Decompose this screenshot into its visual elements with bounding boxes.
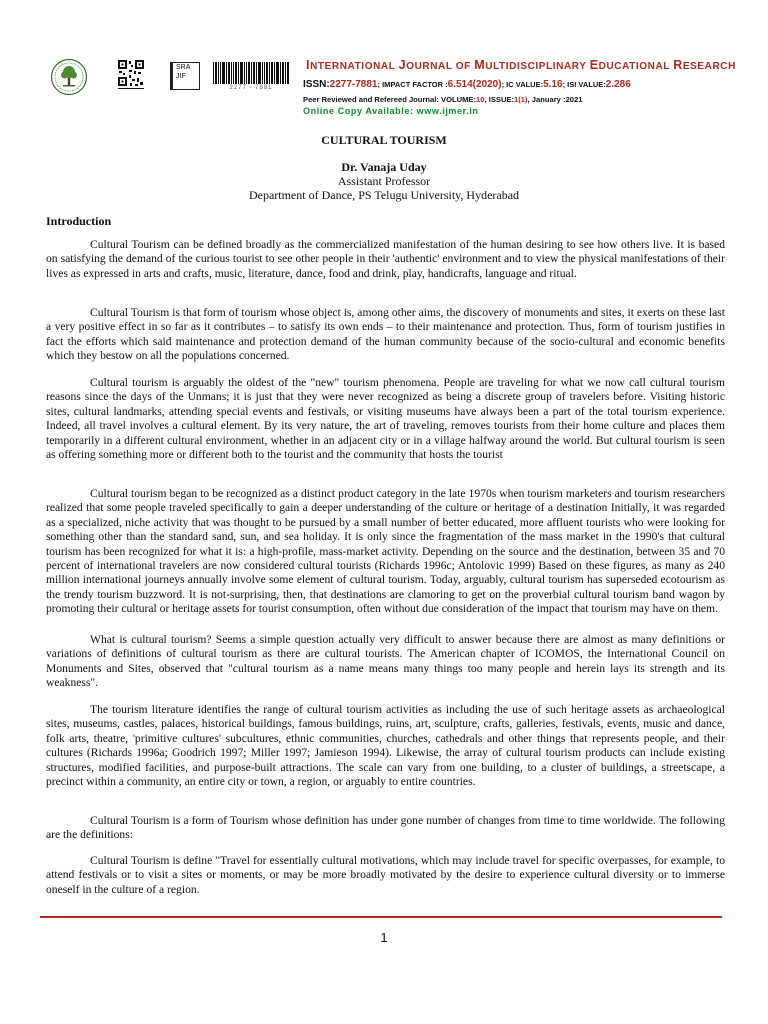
body-paragraph: The tourism literature identifies the range of cultural tourism activities as including the use of such heritage assets as archaeological sites, museums, castles, palaces, historical buildings, famous buildings, ruins, art, sculpture, crafts, galleries, festivals, events, music and dance, folk arts, theatre, 'primitive cultures' subcultures, ethnic communities, churches, cathedrals and other things that represents people, and their cultures (Richards 1996a; Goodrich 1997; Miller 1997; Jamieson 1994). Likewise, the array of cultural tourism products can include existing structures, modified facilities, and purpose-built attractions. The scale can vary from one building, to a cluster of buildings, a streetscape, a precinct within a community, an entire city or town, a region, or arguably to entire countries.	[46, 703, 725, 789]
journal-header	[0, 0, 768, 125]
online-copy-link[interactable]: Online Copy Available: www.ijmer.in	[303, 106, 479, 116]
volume-value: 10	[476, 95, 485, 104]
body-paragraph: What is cultural tourism? Seems a simple question actually very difficult to answer because there are almost as many definitions or variations of definitions of cultural tourism as there are cultural tourists. The American chapter of ICOMOS, the International Council on Monuments and Sites, observed that "cultural tourism as a name means many things too many people and herein lays its strength and its weakness".	[46, 633, 725, 690]
issn-barcode	[213, 62, 289, 92]
body-paragraph: Cultural Tourism is a form of Tourism whose definition has under gone number of changes from time to time worldwide. The following are the definitions:	[46, 814, 725, 842]
author-role: Assistant Professor	[337, 174, 431, 188]
peer-review-line	[303, 95, 582, 104]
date-text: , January :2021	[527, 95, 583, 104]
impact-label: ; IMPACT FACTOR :	[377, 80, 448, 89]
ic-label: ; IC VALUE:	[501, 80, 544, 89]
author-department: Department of Dance, PS Telugu University, Hyderabad	[248, 188, 520, 202]
section-heading: Introduction	[46, 214, 112, 228]
issn-line	[303, 79, 631, 90]
body-paragraph: Cultural Tourism is that form of tourism whose object is, among other aims, the discovery of monuments and sites, it exerts on these last a very positive effect in so far as it contributes – to satisfy its own ends – to their maintenance and protection. Thus, form of tourism justifies in fact the efforts which said maintenance and protection demand of the human community because of the socio-cultural and economic benefits which they bestow on all the populations concerned.	[46, 306, 725, 363]
journal-logo-icon	[50, 58, 88, 96]
article-title: CULTURAL TOURISM	[321, 133, 447, 147]
footer-divider	[40, 916, 722, 918]
barcode-icon	[213, 62, 289, 84]
journal-title	[306, 58, 746, 72]
barcode-number: 2277 - 7881	[229, 85, 273, 91]
isi-value: 2.286	[605, 79, 631, 90]
journal-word: EDUCATIONAL	[589, 58, 674, 72]
body-paragraph: Cultural Tourism can be defined broadly as the commercialized manifestation of the human desiring to see how others live. It is based on satisfying the demand of the curious tourist to see other people in their 'authentic' environment and to view the physical manifestations of their lives as expressed in arts and crafts, music, literature, dance, food and drink, play, handicrafts, language and ritual.	[46, 238, 725, 280]
body-paragraph: Cultural Tourism is define "Travel for essentially cultural motivations, which may include travel for specific overpasses, for example, to attend festivals or to visit a sites or moments, or may be more broadly motivated by the desire to experience cultural diversity or to immerse oneself in the culture of a region.	[46, 854, 725, 896]
issn-value: 2277-7881	[329, 79, 378, 90]
issue-value: 1(1)	[514, 95, 528, 104]
page-number: 1	[380, 930, 388, 945]
jif-label: JIF	[176, 73, 186, 80]
issn-label: ISSN:	[303, 79, 330, 90]
journal-word: INTERNATIONAL	[306, 58, 399, 72]
sra-jif-badge	[170, 62, 200, 90]
qr-code-icon	[118, 60, 144, 90]
isi-label: ; ISI VALUE:	[562, 80, 606, 89]
body-paragraph: Cultural tourism began to be recognized as a distinct product category in the late 1970s when tourism marketers and tourism researchers realized that some people traveled specifically to gain a deeper understanding of the culture or heritage of a destination Initially, it was regarded as a specialized, niche activity that was thought to be pursued by a small number of better educated, more affluent tourists who were looking for something other than the standard sand, sun, and sea holiday. It is only since the fragmentation of the mass market in the 1990's that cultural tourism has been recognized for what it is: a high-profile, mass-market activity. Depending on the source and the destination, between 35 and 70 percent of international travelers are now considered cultural tourists (Richards 1996c; Antolovic 1999) Based on these figures, as many as 240 million international journeys annually involve some element of cultural tourism. Today, arguably, cultural tourism has superseded ecotourism as the trendy tourism buzzword. It is not-surprising, then, that destinations are clamoring to get on the proverbial cultural tourism band wagon by promoting their cultural or heritage assets for tourist consumption, often without due consideration of the impact that tourism may have on them.	[46, 487, 725, 616]
journal-word: RESEARCH	[673, 58, 736, 72]
issue-label: , ISSUE:	[484, 95, 515, 104]
ic-value: 5.16	[543, 79, 563, 90]
body-paragraph: Cultural tourism is arguably the oldest of the "new" tourism phenomena. People are traveling for what we now call cultural tourism reasons since the days of the Unmans; it is just that they were never recognized as being a discrete group of travelers before. Visiting historic sites, cultural landmarks, attending special events and festivals, or visiting museums have always been a part of the total tourism experience. Indeed, all travel involves a cultural element. By its very nature, the art of traveling, removes tourists from their home culture and places them temporarily in a different cultural environment, whether in an adjacent city or in a village halfway around the world. But cultural tourism is seen as offering something more or different both to the tourist and the community that hosts the tourist	[46, 376, 725, 462]
impact-value: 6.514(2020)	[447, 79, 502, 90]
sra-label: SRA	[176, 64, 191, 71]
peer-text: Peer Reviewed and Refereed Journal: VOLUME:	[303, 95, 477, 104]
journal-word: JOURNAL OF	[398, 58, 475, 72]
journal-word: MULTIDISCIPLINARY	[474, 58, 590, 72]
author-name: Dr. Vanaja Uday	[341, 160, 427, 174]
